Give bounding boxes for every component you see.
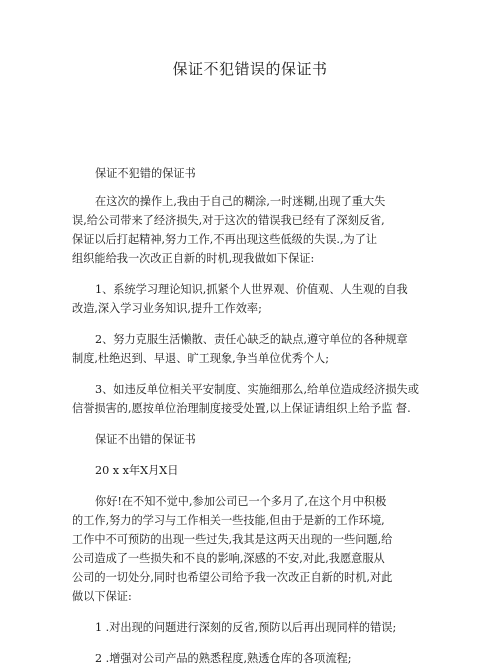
paragraph-line: 工作中不可预防的出现一些过失,我其是这两天出现的一些问题,给 xyxy=(72,533,393,546)
section1-heading: 保证不犯错的保证书 xyxy=(95,167,196,180)
section1-item-1 xyxy=(72,280,416,318)
paragraph-line: 组织能给我一次改正自新的时机,现我做如下保证: xyxy=(72,252,315,265)
paragraph-line: 信誉损害的,愿按单位治理制度接受处置,以上保证请组织上给予监 督. xyxy=(72,402,411,415)
paragraph-line: 制度,杜绝迟到、早退、旷工现象,争当单位优秀个人; xyxy=(72,352,330,365)
section2-heading: 保证不出错的保证书 xyxy=(95,433,196,446)
section1-item-2 xyxy=(72,330,416,368)
paragraph-line: 的工作,努力的学习与工作相关一些技能,但由于是新的工作环境, xyxy=(72,514,385,527)
section1-intro-paragraph xyxy=(72,192,416,268)
paragraph-line: 公司造成了一些损失和不良的影响,深感的不安,对此,我愿意服从 xyxy=(72,552,385,565)
paragraph-line: 改造,深入学习业务知识,提升工作效率; xyxy=(72,302,262,315)
paragraph-line: 误,给公司带来了经济损失,对于这次的错误我已经有了深刻反省, xyxy=(72,214,385,227)
section2-body-paragraph xyxy=(72,492,416,606)
document-title: 保证不犯错误的保证书 xyxy=(172,60,328,78)
paragraph-line: 2、努力克服生活懒散、责任心缺乏的缺点,遵守单位的各种规章 xyxy=(95,333,408,346)
paragraph-line: 做以下保证: xyxy=(72,590,132,603)
paragraph-line: 保证以后打起精神,努力工作,不再出现这些低级的失误.,为了让 xyxy=(72,233,378,246)
section2-item-1: 1 .对出现的问题进行深刻的反省,预防以后再出现同样的错误; xyxy=(95,621,397,634)
paragraph-line: 你好!在不知不觉中,参加公司已一个多月了,在这个月中积极 xyxy=(95,495,387,508)
section1-item-3 xyxy=(72,380,419,418)
paragraph-line: 1、系统学习理论知识,抓紧个人世界观、价值观、人生观的自我 xyxy=(95,283,408,296)
paragraph-line: 3、如违反单位相关平安制度、实施细那么,给单位造成经济损失或 xyxy=(95,383,419,396)
section2-item-2: 2 .增强对公司产品的熟悉程度,熟透仓库的各项流程; xyxy=(95,652,352,665)
section2-date: 20 x x年X月X日 xyxy=(95,464,179,477)
document-body xyxy=(72,164,419,668)
paragraph-line: 在这次的操作上,我由于自己的糊涂,一时迷糊,出现了重大失 xyxy=(95,195,386,208)
paragraph-line: 公司的一切处分,同时也希望公司给予我一次改正自新的时机,对此 xyxy=(72,571,393,584)
